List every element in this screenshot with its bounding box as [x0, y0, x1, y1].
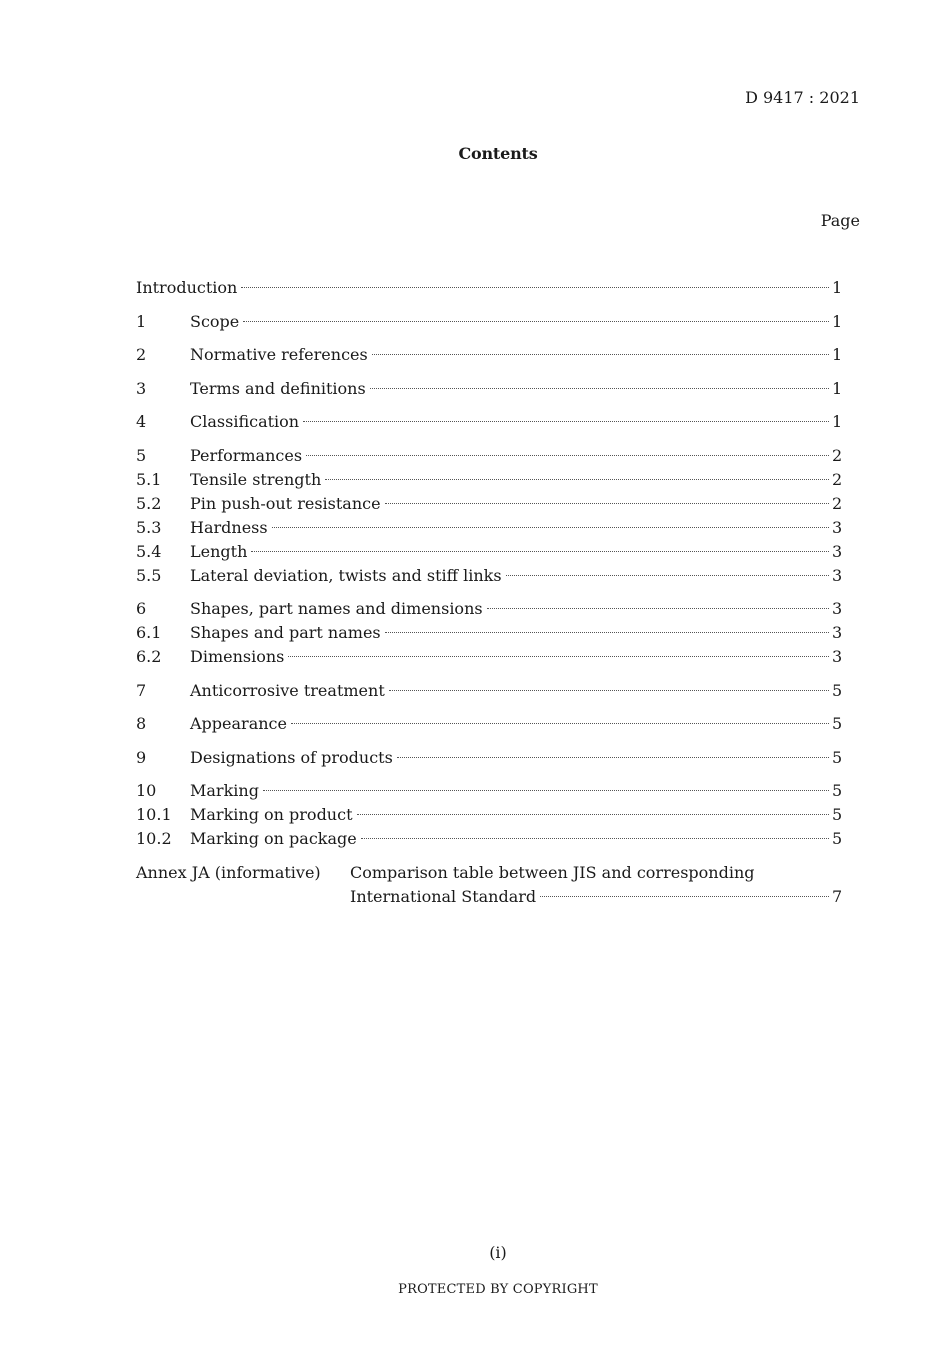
toc-entry-page: 7	[832, 886, 843, 906]
toc-entry-number: 5.1	[136, 469, 162, 489]
toc-entry-number: 5.3	[136, 517, 162, 537]
toc-entry-number: 10	[136, 781, 157, 800]
toc-entry-title: Introduction	[136, 278, 238, 297]
dot-leader	[385, 632, 829, 633]
toc-entry-number: 5.5	[136, 565, 162, 585]
toc-entry[interactable]	[136, 444, 842, 468]
dot-leader	[263, 790, 829, 791]
toc-entry-annex[interactable]	[136, 861, 842, 909]
toc-entry-page: 3	[832, 647, 843, 666]
dot-leader	[251, 551, 829, 552]
toc-entry-page: 5	[832, 829, 843, 848]
toc-entry-title: Classification	[190, 412, 300, 431]
annex-title-block	[350, 861, 842, 909]
toc-entry[interactable]	[136, 410, 842, 434]
toc-entry-number: 7	[136, 680, 147, 700]
toc-entry-introduction[interactable]	[136, 276, 842, 300]
dot-leader	[487, 608, 829, 609]
toc-entry-page: 5	[832, 680, 843, 700]
toc-entry-number: 10.1	[136, 805, 172, 824]
toc-entry[interactable]	[136, 597, 842, 621]
toc-entry-title: Anticorrosive treatment	[190, 680, 385, 700]
toc-entry-number: 1	[136, 311, 147, 331]
toc-entry-title: Terms and definitions	[190, 378, 366, 398]
dot-leader	[241, 287, 829, 288]
toc-entry-number: 8	[136, 714, 147, 733]
dot-leader	[291, 723, 829, 724]
dot-leader	[357, 814, 830, 815]
toc-entry-page: 3	[832, 541, 843, 561]
dot-leader	[303, 421, 829, 422]
toc-entry-number: 6.2	[136, 647, 162, 666]
toc-entry-title: Dimensions	[190, 647, 285, 666]
dot-leader	[389, 690, 829, 691]
toc-entry-number: 2	[136, 345, 147, 364]
toc-entry[interactable]	[136, 827, 842, 851]
toc-entry-number: 10.2	[136, 829, 172, 848]
dot-leader	[243, 321, 829, 322]
toc-entry-page: 1	[832, 412, 843, 431]
toc-entry-title: Marking	[190, 781, 259, 800]
toc-entry-page: 3	[832, 517, 843, 537]
toc-entry-page: 5	[832, 805, 843, 824]
toc-entry-title: Hardness	[190, 517, 268, 537]
toc-entry-page: 5	[832, 747, 843, 767]
toc-entry-page: 3	[832, 599, 843, 618]
toc-entry[interactable]	[136, 468, 842, 492]
dot-leader	[397, 757, 829, 758]
toc-entry-number: 9	[136, 747, 147, 767]
dot-leader	[540, 896, 829, 897]
toc-entry-page: 2	[832, 445, 843, 465]
toc-entry-title: Shapes and part names	[190, 623, 381, 642]
annex-title-line2: International Standard	[350, 886, 537, 906]
toc-entry[interactable]	[136, 645, 842, 669]
dot-leader	[288, 656, 829, 657]
toc-entry-title: Scope	[190, 311, 240, 331]
annex-title-line1: Comparison table between JIS and corresponding	[350, 862, 755, 882]
toc-entry[interactable]	[136, 540, 842, 564]
toc-entry-number: 3	[136, 378, 147, 398]
annex-title-line2-row	[350, 885, 842, 909]
standard-number: D 9417 : 2021	[745, 88, 860, 107]
copyright-notice: PROTECTED BY COPYRIGHT	[398, 1282, 598, 1297]
toc-entry-page: 2	[832, 469, 843, 489]
toc-entry[interactable]	[136, 564, 842, 588]
toc-entry[interactable]	[136, 310, 842, 334]
toc-entry-title: Designations of products	[190, 747, 393, 767]
toc-entry-title: Pin push-out resistance	[190, 493, 381, 513]
toc-entry[interactable]	[136, 779, 842, 803]
page-folio: (i)	[489, 1243, 507, 1262]
dot-leader	[325, 479, 829, 480]
toc-entry-title: Appearance	[190, 714, 287, 733]
toc-entry-title: Normative references	[190, 345, 368, 364]
toc-entry-number: 6.1	[136, 623, 162, 642]
toc-entry-number: 4	[136, 412, 147, 431]
dot-leader	[370, 388, 829, 389]
toc-entry[interactable]	[136, 746, 842, 770]
toc-entry-number: 5.2	[136, 493, 162, 513]
toc-entry-title: Lateral deviation, twists and stiff links	[190, 565, 502, 585]
toc-entry-page: 1	[832, 345, 843, 364]
toc-entry-number: 5.4	[136, 541, 162, 561]
toc-entry[interactable]	[136, 516, 842, 540]
annex-label: Annex JA (informative)	[136, 862, 321, 882]
toc-entry-title: Shapes, part names and dimensions	[190, 599, 483, 618]
toc-entry[interactable]	[136, 679, 842, 703]
toc-entry-title: Marking on product	[190, 805, 353, 824]
dot-leader	[372, 354, 829, 355]
table-of-contents	[136, 276, 842, 909]
toc-entry-page: 2	[832, 493, 843, 513]
toc-entry[interactable]	[136, 803, 842, 827]
page-column-label: Page	[820, 211, 860, 230]
toc-entry-title: Marking on package	[190, 829, 357, 848]
dot-leader	[506, 575, 829, 576]
dot-leader	[361, 838, 829, 839]
contents-title: Contents	[458, 144, 538, 163]
dot-leader	[306, 455, 829, 456]
toc-entry-number: 6	[136, 599, 147, 618]
toc-entry-page: 3	[832, 565, 843, 585]
toc-entry-number: 5	[136, 445, 147, 465]
toc-entry[interactable]	[136, 492, 842, 516]
toc-entry-title: Tensile strength	[190, 469, 322, 489]
toc-entry[interactable]	[136, 621, 842, 645]
toc-entry-page: 1	[832, 278, 843, 297]
toc-entry-page: 1	[832, 378, 843, 398]
toc-entry-page: 3	[832, 623, 843, 642]
toc-entry-page: 5	[832, 714, 843, 733]
toc-entry-title: Length	[190, 541, 248, 561]
dot-leader	[385, 503, 829, 504]
toc-entry-page: 1	[832, 311, 843, 331]
dot-leader	[272, 527, 829, 528]
toc-entry-title: Performances	[190, 445, 303, 465]
toc-entry[interactable]	[136, 377, 842, 401]
toc-entry-page: 5	[832, 781, 843, 800]
toc-entry[interactable]	[136, 343, 842, 367]
toc-entry[interactable]	[136, 712, 842, 736]
